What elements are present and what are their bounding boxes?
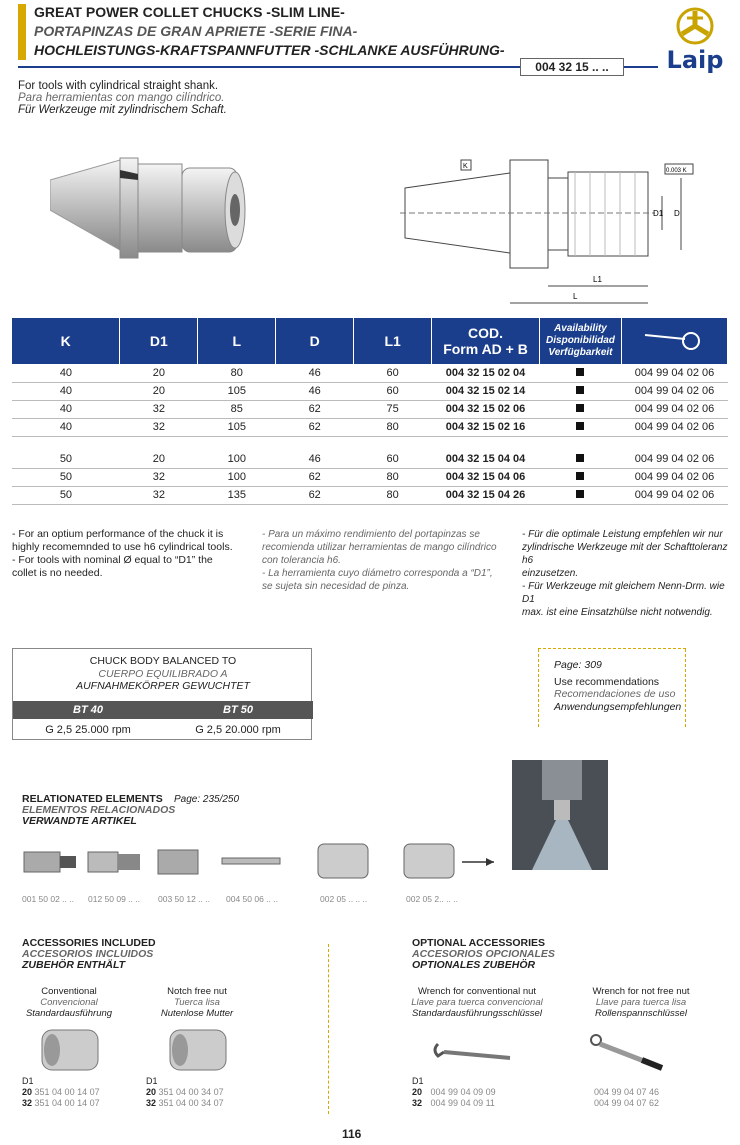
technical-drawing bbox=[395, 148, 695, 308]
wrench-code-cell: 004 99 04 02 06 bbox=[621, 450, 727, 468]
opt-wc-en: Wrench for conventional nut bbox=[417, 986, 537, 997]
cell: 80 bbox=[354, 486, 432, 504]
opt-d1: D1 bbox=[412, 1076, 424, 1086]
acc-notch-de: Nutenlose Mutter bbox=[160, 1008, 234, 1019]
part-code: 012 50 09 .. .. bbox=[88, 894, 140, 904]
availability-cell bbox=[539, 486, 621, 504]
opt-wrench-free bbox=[566, 986, 716, 1019]
pin-wrench-image[interactable] bbox=[591, 1035, 662, 1068]
product-code-cell[interactable]: 004 32 15 02 14 bbox=[432, 382, 540, 400]
wrench-icon bbox=[639, 325, 709, 355]
cell: 85 bbox=[198, 400, 276, 418]
cell: 46 bbox=[276, 382, 354, 400]
related-title bbox=[22, 794, 175, 827]
product-code-cell[interactable]: 004 32 15 02 16 bbox=[432, 418, 540, 436]
cell: 32 bbox=[120, 486, 198, 504]
part-code: 002 05 .. .. .. bbox=[320, 894, 368, 904]
note-de-line: zylindrische Werkzeuge mit der Schafttoleranz h6 bbox=[522, 542, 728, 566]
availability-cell bbox=[539, 468, 621, 486]
cell: 60 bbox=[354, 364, 432, 382]
acc-notch-size: 20 bbox=[146, 1087, 157, 1097]
intro-es: Para herramientas con mango cilíndrico. bbox=[18, 92, 225, 104]
note-en-line: - For tools with nominal Ø equal to “D1” the bbox=[12, 554, 213, 566]
cell: 105 bbox=[198, 382, 276, 400]
wrench-images bbox=[430, 1030, 690, 1074]
availability-cell bbox=[539, 450, 621, 468]
cell: 40 bbox=[12, 382, 120, 400]
table-row bbox=[12, 450, 728, 468]
availability-cell bbox=[539, 382, 621, 400]
balance-title bbox=[13, 655, 313, 693]
intro-en: For tools with cylindrical straight shank. bbox=[18, 80, 219, 92]
opt-free-codes bbox=[594, 1087, 659, 1109]
runout-label: 0.003 K bbox=[666, 168, 687, 174]
col-l1: L1 bbox=[354, 318, 432, 364]
opt-wf-en: Wrench for not free nut bbox=[592, 986, 690, 997]
notes-en bbox=[12, 528, 233, 580]
opt-wf-de: Rollenspannschlüssel bbox=[595, 1008, 687, 1019]
page-ref-page: Page: 309 bbox=[554, 659, 602, 671]
conventional-nut-image[interactable] bbox=[42, 1030, 98, 1070]
part-code: 004 50 06 .. .. bbox=[226, 894, 278, 904]
in-stock-icon bbox=[576, 454, 584, 462]
opt-wrench-conv bbox=[402, 986, 552, 1019]
col-l: L bbox=[198, 318, 276, 364]
page-ref-box[interactable] bbox=[538, 648, 686, 726]
table-row bbox=[12, 364, 728, 382]
col-d1: D1 bbox=[120, 318, 198, 364]
opt-de: OPTIONALES ZUBEHÖR bbox=[412, 959, 536, 971]
header-accent-bar bbox=[18, 4, 26, 60]
product-code-cell[interactable]: 004 32 15 04 26 bbox=[432, 486, 540, 504]
related-en: RELATIONATED ELEMENTS bbox=[22, 793, 163, 805]
balance-bt50: BT 50 bbox=[223, 704, 253, 716]
avail-en: Availability bbox=[554, 323, 607, 334]
note-es-line: - La herramienta cuyo diámetro corresponda a “D1”, bbox=[262, 568, 493, 579]
cell: 75 bbox=[354, 400, 432, 418]
opt-size: 32 bbox=[412, 1098, 423, 1108]
product-code-cell[interactable]: 004 32 15 04 04 bbox=[432, 450, 540, 468]
col-code bbox=[432, 318, 540, 364]
opt-wc-de: Standardausführungsschlüssel bbox=[412, 1008, 542, 1019]
in-stock-icon bbox=[576, 490, 584, 498]
opt-free-code: 004 99 04 07 62 bbox=[594, 1098, 660, 1108]
related-page: Page: 235/250 bbox=[174, 794, 240, 805]
cell: 100 bbox=[198, 450, 276, 468]
part-code: 001 50 02 .. .. bbox=[22, 894, 74, 904]
note-es-line: recomienda utilizar herramientas de mango cilíndrico bbox=[262, 542, 497, 553]
table-header-row bbox=[12, 318, 728, 364]
dim-l: L bbox=[573, 292, 578, 301]
cell: 46 bbox=[276, 364, 354, 382]
acc-en: ACCESSORIES INCLUDED bbox=[22, 937, 156, 949]
page-ref-es: Recomendaciones de uso bbox=[554, 688, 676, 700]
col-k: K bbox=[12, 318, 120, 364]
availability-cell bbox=[539, 418, 621, 436]
availability-cell bbox=[539, 364, 621, 382]
product-code-cell[interactable]: 004 32 15 04 06 bbox=[432, 468, 540, 486]
code-header-line2: Form AD + B bbox=[443, 341, 528, 357]
acc-notch-free bbox=[142, 986, 252, 1019]
table-gap-row bbox=[12, 436, 728, 450]
opt-free-code: 004 99 04 07 46 bbox=[594, 1087, 660, 1097]
opt-code: 004 99 04 09 11 bbox=[430, 1098, 495, 1108]
cell: 80 bbox=[354, 418, 432, 436]
balance-box bbox=[12, 648, 312, 740]
wrench-code-cell: 004 99 04 02 06 bbox=[621, 486, 727, 504]
hook-wrench-image[interactable] bbox=[435, 1044, 510, 1058]
logo-text: Laip bbox=[666, 46, 724, 74]
wrench-code-cell: 004 99 04 02 06 bbox=[621, 400, 727, 418]
accessories-title bbox=[22, 938, 156, 971]
cell: 62 bbox=[276, 418, 354, 436]
note-en-line: - For an optium performance of the chuck it is bbox=[12, 528, 224, 540]
opt-en: OPTIONAL ACCESSORIES bbox=[412, 937, 546, 949]
balance-de: AUFNAHMEKÖRPER GEWUCHTET bbox=[76, 680, 250, 692]
cell: 60 bbox=[354, 450, 432, 468]
balance-val-bt40: G 2,5 25.000 rpm bbox=[45, 724, 131, 736]
nut-images bbox=[38, 1026, 278, 1074]
logo-emblem-icon bbox=[660, 6, 730, 50]
collet-chuck-photo bbox=[50, 150, 260, 280]
in-stock-icon bbox=[576, 386, 584, 394]
dim-l1: L1 bbox=[593, 275, 602, 284]
acc-notch-en: Notch free nut bbox=[167, 986, 227, 997]
balance-val-bt50: G 2,5 20.000 rpm bbox=[195, 724, 281, 736]
cell: 50 bbox=[12, 486, 120, 504]
intro-de: Für Werkzeuge mit zylindrischem Schaft. bbox=[18, 104, 227, 116]
balance-en: CHUCK BODY BALANCED TO bbox=[89, 655, 237, 667]
cell: 80 bbox=[354, 468, 432, 486]
acc-notch-table bbox=[146, 1076, 224, 1109]
title-es: PORTAPINZAS DE GRAN APRIETE -SERIE FINA- bbox=[34, 23, 358, 39]
note-de-line: - Für Werkzeuge mit gleichem Nenn-Drm. wie D1 bbox=[522, 581, 725, 605]
balance-header bbox=[13, 701, 313, 719]
table-row bbox=[12, 418, 728, 436]
balance-values bbox=[13, 721, 313, 739]
opt-wf-es: Llave para tuerca lisa bbox=[595, 997, 687, 1008]
part-image-2[interactable] bbox=[88, 852, 140, 872]
acc-conv-es: Convencional bbox=[40, 997, 98, 1008]
notch-free-nut-image[interactable] bbox=[170, 1030, 226, 1070]
cell: 20 bbox=[120, 382, 198, 400]
optional-title bbox=[412, 938, 555, 971]
title-en: GREAT POWER COLLET CHUCKS -SLIM LINE- bbox=[34, 4, 345, 20]
acc-es: ACCESORIOS INCLUIDOS bbox=[22, 948, 154, 960]
cell: 40 bbox=[12, 364, 120, 382]
note-en-line: collet is no needed. bbox=[12, 567, 103, 579]
cell: 105 bbox=[198, 418, 276, 436]
acc-notch-size: 32 bbox=[146, 1098, 157, 1108]
col-d: D bbox=[276, 318, 354, 364]
machining-photo bbox=[512, 760, 608, 870]
cell: 62 bbox=[276, 400, 354, 418]
laip-logo bbox=[660, 6, 730, 80]
note-de-line: einzusetzen. bbox=[522, 568, 579, 579]
code-header-line1: COD. bbox=[468, 325, 504, 341]
wrench-code-cell: 004 99 04 02 06 bbox=[621, 382, 727, 400]
note-es-line: se sujeta sin necesidad de pinza. bbox=[262, 581, 410, 592]
cell: 32 bbox=[120, 400, 198, 418]
cell: 32 bbox=[120, 468, 198, 486]
page-ref-text bbox=[554, 659, 681, 713]
part-image-3[interactable] bbox=[158, 850, 198, 874]
acc-conv-size: 20 bbox=[22, 1087, 33, 1097]
page-number: 116 bbox=[342, 1127, 362, 1141]
series-code: 004 32 15 .. .. bbox=[520, 58, 624, 76]
cell: 50 bbox=[12, 468, 120, 486]
balance-es: CUERPO EQUILIBRADO A bbox=[98, 667, 228, 680]
title-de: HOCHLEISTUNGS-KRAFTSPANNFUTTER -SCHLANKE AUSFÜHRUNG- bbox=[34, 42, 505, 58]
part-code: 002 05 2.. .. .. bbox=[406, 894, 458, 904]
cell: 40 bbox=[12, 418, 120, 436]
table-row bbox=[12, 486, 728, 504]
part-image-6[interactable] bbox=[404, 844, 454, 878]
in-stock-icon bbox=[576, 422, 584, 430]
related-de: VERWANDTE ARTIKEL bbox=[22, 815, 137, 827]
notes-de bbox=[522, 528, 740, 619]
note-de-line: max. ist eine Einsatzhülse nicht notwendig. bbox=[522, 607, 713, 618]
table-row bbox=[12, 468, 728, 486]
acc-conv-de: Standardausführung bbox=[25, 1008, 113, 1019]
dim-d1: D1 bbox=[653, 209, 664, 218]
acc-conv-d1: D1 bbox=[22, 1076, 34, 1086]
cell: 50 bbox=[12, 450, 120, 468]
acc-notch-code: 351 04 00 34 07 bbox=[158, 1087, 224, 1097]
acc-notch-d1: D1 bbox=[146, 1076, 158, 1086]
in-stock-icon bbox=[576, 404, 584, 412]
avail-de: Verfügbarkeit bbox=[548, 347, 613, 358]
part-image-1[interactable] bbox=[24, 852, 76, 872]
part-code: 003 50 12 .. .. bbox=[158, 894, 210, 904]
note-de-line: - Für die optimale Leistung empfehlen wir nur bbox=[522, 529, 723, 540]
opt-conv-table bbox=[412, 1076, 496, 1109]
wrench-code-cell: 004 99 04 02 06 bbox=[621, 364, 727, 382]
cell: 100 bbox=[198, 468, 276, 486]
spec-table bbox=[12, 318, 728, 505]
dim-d: D bbox=[674, 209, 680, 218]
cell: 60 bbox=[354, 382, 432, 400]
wrench-code-cell: 004 99 04 02 06 bbox=[621, 468, 727, 486]
product-code-cell[interactable]: 004 32 15 02 06 bbox=[432, 400, 540, 418]
note-es-line: - Para un máximo rendimiento del portapinzas se bbox=[262, 529, 480, 540]
col-wrench bbox=[621, 318, 727, 364]
in-stock-icon bbox=[576, 472, 584, 480]
cell: 20 bbox=[120, 364, 198, 382]
opt-size: 20 bbox=[412, 1087, 423, 1097]
part-image-5[interactable] bbox=[318, 844, 368, 878]
acc-conventional bbox=[14, 986, 124, 1019]
page-ref-en: Use recommendations bbox=[554, 675, 660, 688]
table-row bbox=[12, 400, 728, 418]
acc-notch-es: Tuerca lisa bbox=[174, 997, 220, 1008]
availability-cell bbox=[539, 400, 621, 418]
note-es-line: con tolerancia h6. bbox=[262, 555, 341, 566]
acc-de: ZUBEHÖR ENTHÄLT bbox=[22, 959, 126, 971]
acc-conv-size: 32 bbox=[22, 1098, 33, 1108]
wrench-code-cell: 004 99 04 02 06 bbox=[621, 418, 727, 436]
note-en-line: highly recomemnded to use h6 cylindrical tools. bbox=[12, 541, 233, 553]
cell: 46 bbox=[276, 450, 354, 468]
opt-code: 004 99 04 09 09 bbox=[430, 1087, 496, 1097]
notes-es bbox=[262, 528, 497, 593]
in-stock-icon bbox=[576, 368, 584, 376]
cell: 20 bbox=[120, 450, 198, 468]
avail-es: Disponibilidad bbox=[546, 335, 615, 346]
cell: 62 bbox=[276, 468, 354, 486]
related-es: ELEMENTOS RELACIONADOS bbox=[22, 804, 176, 816]
opt-wc-es: Llave para tuerca convencional bbox=[411, 997, 543, 1008]
datum-k-label: K bbox=[463, 163, 468, 170]
balance-bt40: BT 40 bbox=[73, 704, 103, 716]
acc-conv-en: Conventional bbox=[41, 986, 97, 997]
product-code-cell[interactable]: 004 32 15 02 04 bbox=[432, 364, 540, 382]
table-row bbox=[12, 382, 728, 400]
acc-notch-code: 351 04 00 34 07 bbox=[158, 1098, 224, 1108]
section-divider bbox=[328, 944, 329, 1114]
acc-conv-table bbox=[22, 1076, 100, 1109]
acc-conv-code: 351 04 00 14 07 bbox=[34, 1087, 100, 1097]
cell: 80 bbox=[198, 364, 276, 382]
cell: 32 bbox=[120, 418, 198, 436]
page-ref-de: Anwendungsempfehlungen bbox=[554, 700, 682, 713]
intro bbox=[18, 80, 227, 116]
cell: 62 bbox=[276, 486, 354, 504]
part-image-4[interactable] bbox=[222, 858, 280, 864]
col-availability bbox=[539, 318, 621, 364]
acc-conv-code: 351 04 00 14 07 bbox=[34, 1098, 100, 1108]
opt-es: ACCESORIOS OPCIONALES bbox=[412, 948, 555, 960]
related-parts-images bbox=[16, 838, 496, 888]
cell: 135 bbox=[198, 486, 276, 504]
cell: 40 bbox=[12, 400, 120, 418]
